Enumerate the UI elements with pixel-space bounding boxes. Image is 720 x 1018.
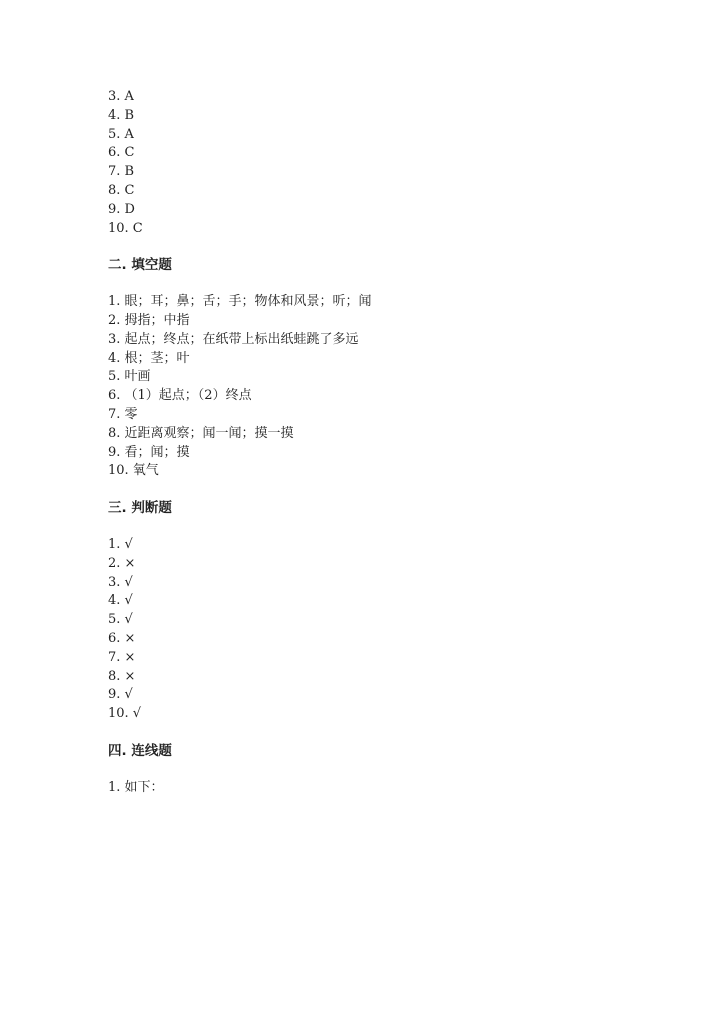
- list-item: 10. C: [108, 220, 143, 236]
- list-item: 7. 零: [108, 406, 138, 422]
- list-item: 10. √: [108, 706, 142, 722]
- list-item: 7. ×: [108, 649, 136, 665]
- list-item: 2. ×: [108, 555, 136, 571]
- list-item: 5. A: [108, 126, 134, 142]
- list-item: 2. 拇指；中指: [108, 312, 190, 328]
- list-item: 4. B: [108, 107, 135, 123]
- list-item: 8. 近距离观察；闻一闻；摸一摸: [108, 425, 294, 441]
- list-item: 7. B: [108, 164, 135, 180]
- fill-in-answers-list: [108, 293, 628, 481]
- list-item: 9. 看；闻；摸: [108, 444, 190, 460]
- matching-answers-list: [108, 779, 628, 798]
- list-item: 10. 氧气: [108, 463, 159, 479]
- section-title-fill-in: 二. 填空题: [108, 257, 172, 274]
- list-item: 6. （1）起点；（2）终点: [108, 388, 252, 404]
- list-item: 1. √: [108, 536, 133, 552]
- list-item: 5. 叶画: [108, 369, 151, 385]
- true-false-answers-list: [108, 536, 628, 724]
- list-item: 3. A: [108, 89, 134, 104]
- list-item: 8. C: [108, 182, 135, 198]
- list-item: 6. C: [108, 145, 135, 161]
- section-title-true-false: 三. 判断题: [108, 500, 172, 517]
- list-item: 3. √: [108, 574, 133, 590]
- list-item: 5. √: [108, 612, 133, 628]
- list-item: 1. 眼；耳；鼻；舌；手；物体和风景；听；闻: [108, 294, 372, 310]
- list-item: 3. 起点；终点；在纸带上标出纸蛙跳了多远: [108, 331, 359, 347]
- answer-content: [108, 88, 628, 798]
- list-item: 6. ×: [108, 630, 136, 646]
- list-item: 4. 根；茎；叶: [108, 350, 190, 366]
- list-item: 4. √: [108, 593, 133, 609]
- list-item: 9. √: [108, 687, 133, 703]
- list-item: 1. 如下：: [108, 779, 164, 795]
- choice-answers-list: [108, 88, 628, 238]
- list-item: 8. ×: [108, 668, 136, 684]
- list-item: 9. D: [108, 201, 135, 217]
- section-title-matching: 四. 连线题: [108, 742, 172, 759]
